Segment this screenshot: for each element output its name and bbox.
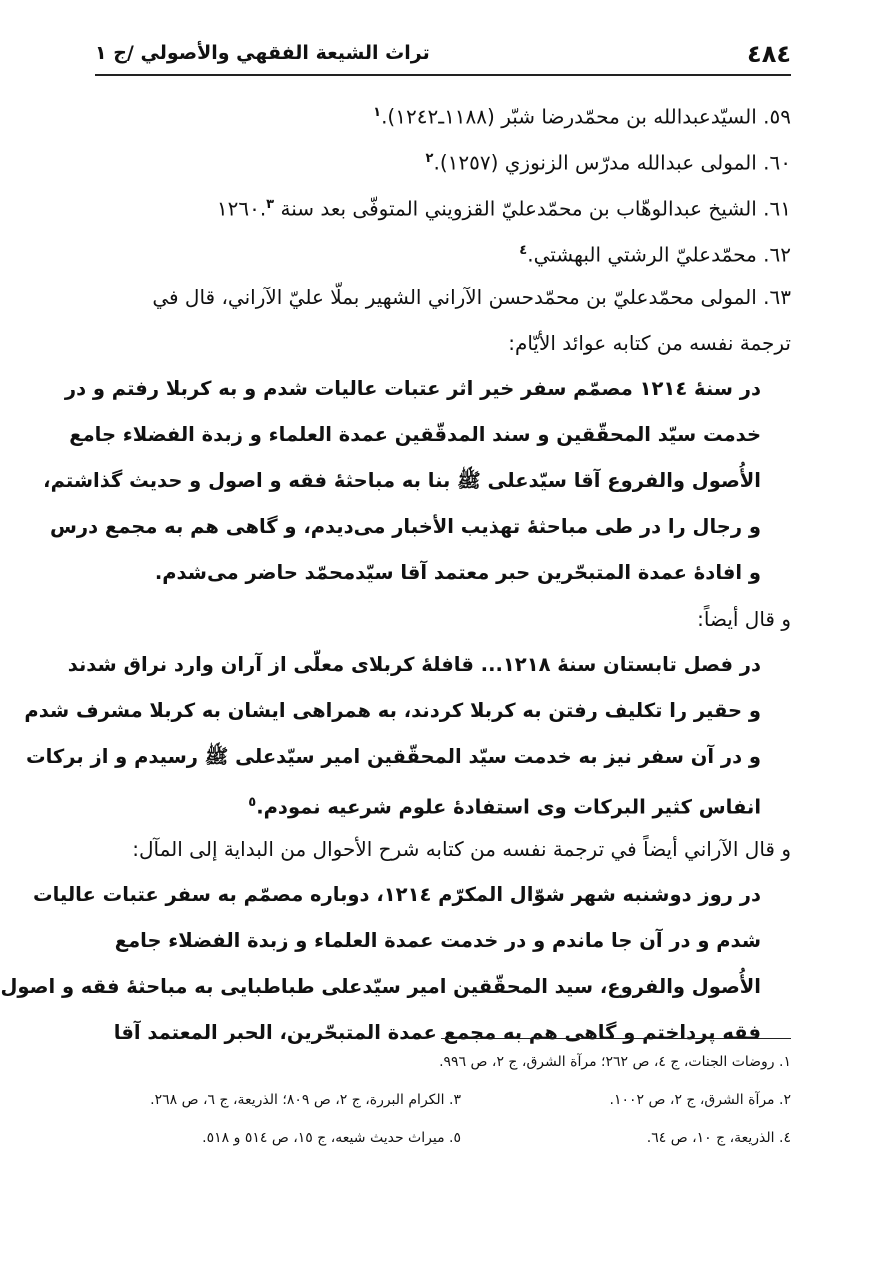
quote-line: در سنهٔ ١٢١٤ مصمّم سفر خير اثر عتبات عاليات شدم و به كربلا رفتم و در	[64, 377, 761, 400]
text-line: ٦٢. محمّدعليّ الرشتي البهشتي.$^٤$	[519, 242, 791, 267]
quote-line: و افادهٔ عمدة المتبحّرين حبر معتمد آقا سيّدمحمّد حاضر مى‌شدم.	[154, 561, 761, 584]
text-line: ٦١. الشيخ عبدالوهّاب بن محمّدعليّ القزويني المتوفّى بعد سنة ١٢٦٠.$^٣$	[216, 196, 791, 221]
quote-line: در فصل تابستان سنهٔ ١٢١٨... قافلهٔ كربلاى معلّى از آران وارد نراق شدند	[67, 653, 761, 676]
footnote-5: ٥. ميراث حديث شيعه، ج ١٥، ص ٥١٤ و ٥١٨.	[202, 1130, 461, 1146]
quote-line: خدمت سيّد المحقّقين و سند المدقّقين عمدة العلماء و زبدة الفضلاء جامع	[69, 423, 761, 446]
text-line: ترجمة نفسه من كتابه عوائد الأيّام:	[508, 331, 791, 355]
text-line: ٦٠. المولى عبدالله مدرّس الزنوزي (١٢٥٧).$^٢$	[425, 150, 791, 175]
footnote-ref: ٥	[248, 795, 257, 810]
quote-line: و رجال را در طى مباحثهٔ تهذيب الأخبار مى‌ديدم، و گاهى هم به مجمع درس	[49, 515, 761, 538]
footnote-3: ٣. الكرام البررة، ج ٢، ص ٨٠٩؛ الذريعة، ج ٦، ص ٢٦٨.	[150, 1092, 461, 1108]
footnote-row	[95, 1088, 791, 1112]
page-header	[95, 34, 791, 76]
quote-line: الأُصول والفروع آقا سيّدعلى ﷺ بنا به مباحثهٔ فقه و اصول و حديث گذاشتم،	[43, 469, 761, 492]
quote-line: و حقير را تكليف رفتن به كربلا كردند، به همراهى ايشان به كربلا مشرف شدم	[24, 699, 761, 722]
quote-line: شدم و در آن جا ماندم و در خدمت عمدة العلماء و زبدة الفضلاء جامع	[114, 929, 761, 952]
footnote-4: ٤. الذريعة، ج ١٠، ص ٦٤.	[646, 1130, 791, 1146]
footnote-ref: ١	[373, 105, 382, 120]
text-line: ٥٩. السيّدعبدالله بن محمّدرضا شبّر (١١٨٨ـ١٢٤٢).$^١$	[373, 104, 791, 129]
quote-line: الأُصول والفروع، سيد المحقّقين امير سيّدعلى طباطبايى به مباحثهٔ فقه و اصول	[0, 975, 761, 998]
main-text	[0, 90, 791, 1056]
quote-line: و در آن سفر نيز به خدمت سيّد المحقّقين امير سيّدعلى ﷺ رسيدم و از بركات	[25, 745, 761, 768]
quote-line: انفاس كثير البركات وى استفادهٔ علوم شرعيه نمودم.$^٥$	[248, 795, 761, 819]
quote-line: در روز دوشنبه شهر شوّال المكرّم ١٢١٤، دوباره مصمّم به سفر عتبات عاليات	[32, 883, 761, 906]
footnote-2: ٢. مرآة الشرق، ج ٢، ص ١٠٠٢.	[609, 1092, 791, 1108]
footnote-ref: ٣	[266, 197, 275, 212]
footnote-ref: ٢	[425, 151, 434, 166]
page-number: ٤٨٤	[747, 40, 791, 68]
running-title: تراث الشيعة الفقهي والأصولي /ج ١	[95, 42, 430, 64]
footnote-divider	[441, 1038, 791, 1039]
text-line: و قال أيضاً:	[697, 607, 791, 631]
text-line: و قال الآراني أيضاً في ترجمة نفسه من كتابه شرح الأحوال من البداية إلى المآل:	[132, 837, 791, 861]
footnote-1: ١. روضات الجنات، ج ٤، ص ٢٦٢؛ مرآة الشرق، ج ٢، ص ٩٩٦.	[439, 1054, 791, 1070]
text-line: ٦٣. المولى محمّدعليّ بن محمّدحسن الآراني الشهير بملّا عليّ الآراني، قال في	[152, 285, 791, 309]
footnote-row	[95, 1050, 791, 1074]
quote-line: فقه پرداختم و گاهى هم به مجمع عمدة المتبحّرين، الحبر المعتمد آقا	[113, 1021, 761, 1044]
footnote-row	[95, 1126, 791, 1150]
footnote-ref: ٤	[519, 243, 528, 258]
